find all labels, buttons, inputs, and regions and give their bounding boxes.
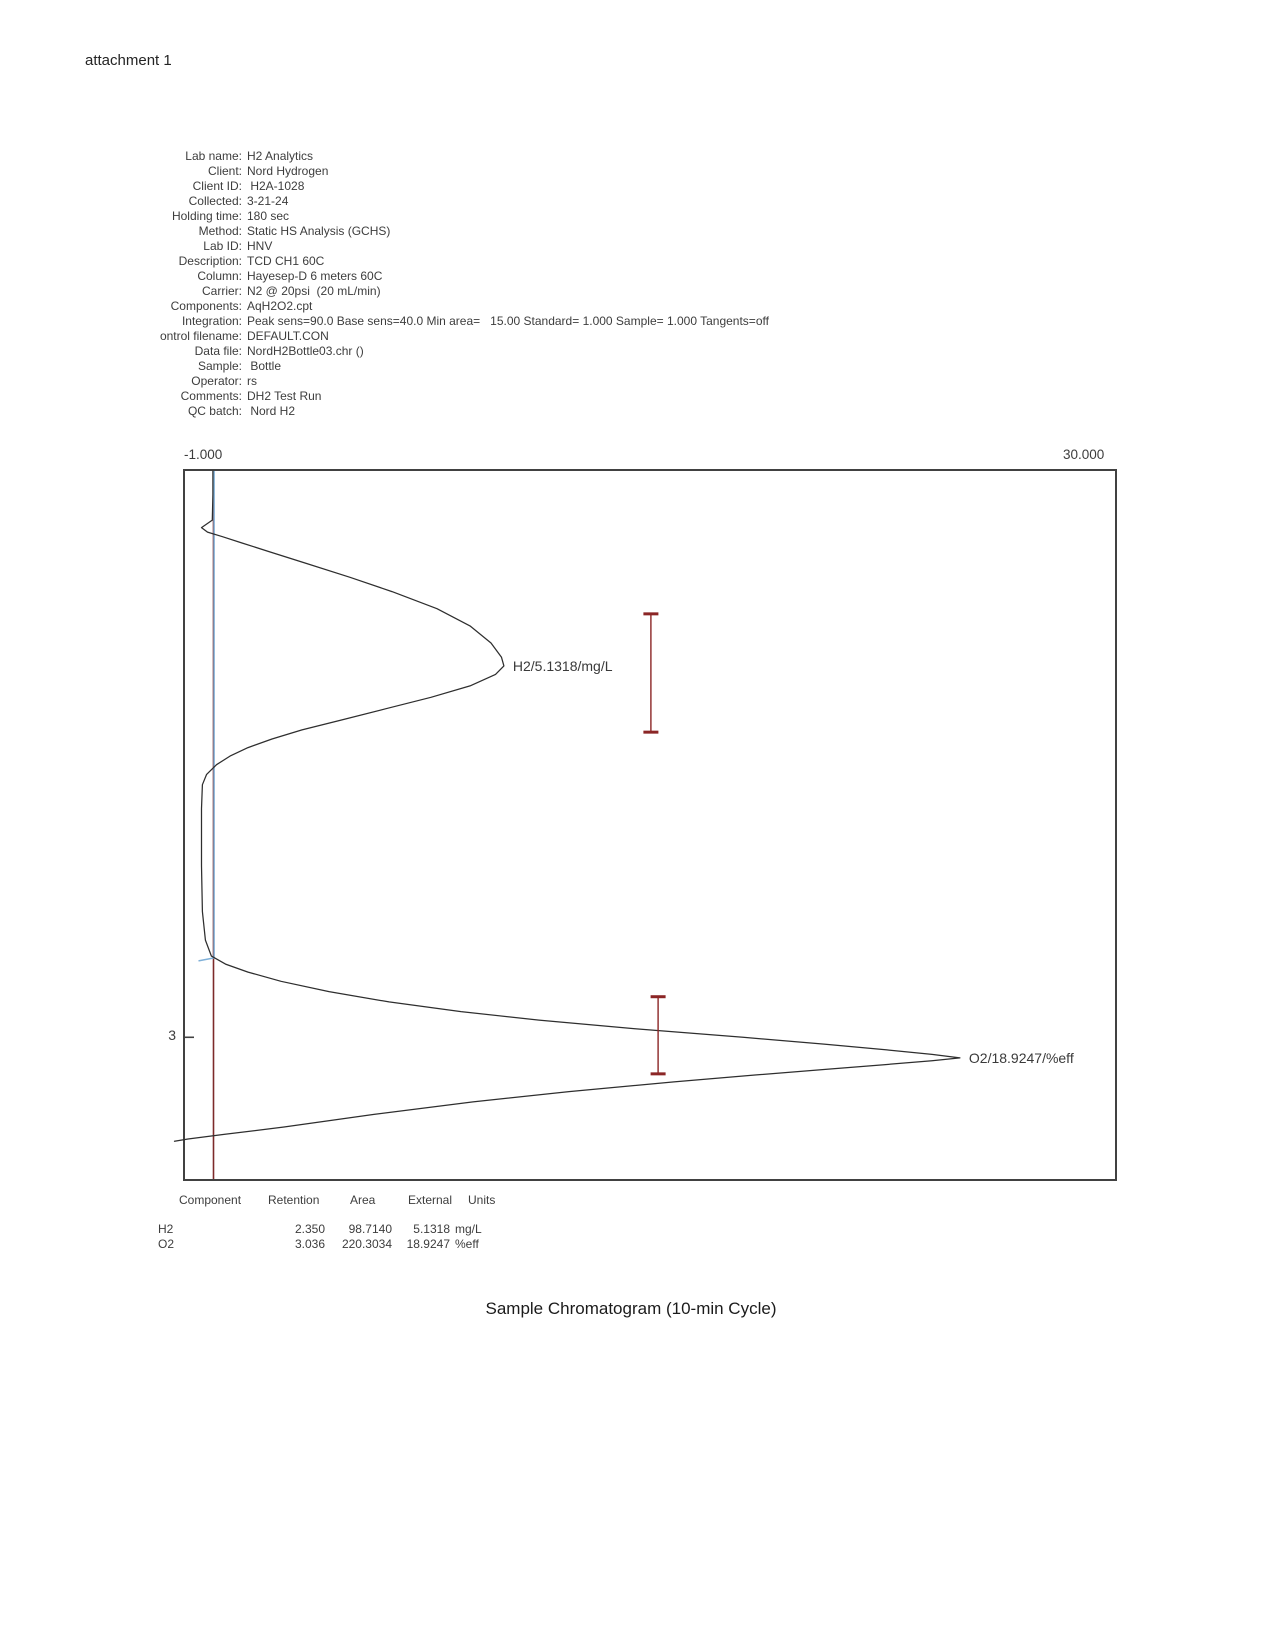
attachment-label: attachment 1 [85,52,172,69]
meta-value: 180 sec [247,209,290,223]
meta-label: Components: [170,299,242,313]
meta-value: HNV [247,239,273,253]
cell-component: H2 [158,1222,174,1236]
header-area: Area [350,1193,376,1207]
meta-value: DH2 Test Run [247,389,322,403]
meta-label: ontrol filename: [159,329,242,343]
meta-label: Holding time: [171,209,242,223]
header-component: Component [179,1193,242,1207]
plot-area [183,469,1117,1181]
meta-value: DEFAULT.CON [247,329,329,343]
cell-area: 220.3034 [341,1237,392,1251]
cursor-blue-line [199,471,215,961]
chromatogram-svg [185,471,1115,1179]
meta-label: Description: [178,254,242,268]
cell-component: O2 [158,1237,175,1251]
figure-caption: Sample Chromatogram (10-min Cycle) [485,1299,777,1318]
xaxis-max-label: 30.000 [1063,447,1105,462]
meta-value: Nord H2 [247,404,296,418]
meta-label: Lab name: [185,149,242,163]
meta-value: Hayesep-D 6 meters 60C [247,269,383,283]
meta-value: Bottle [247,359,282,373]
meta-value: Nord Hydrogen [247,164,329,178]
meta-value: Peak sens=90.0 Base sens=40.0 Min area= 15.00 Standard= 1.000 Sample= 1.000 Tangents=off [247,314,769,328]
meta-label: Client: [207,164,242,178]
meta-value: H2 Analytics [247,149,314,163]
meta-label: Carrier: [201,284,242,298]
header-units: Units [468,1193,496,1207]
time-tick-label: 3 [168,1027,176,1043]
meta-value: TCD CH1 60C [247,254,325,268]
meta-value: NordH2Bottle03.chr () [247,344,364,358]
table-row [0,1237,1275,1252]
meta-label: Operator: [191,374,242,388]
meta-label: Integration: [181,314,242,328]
header-retention: Retention [268,1193,320,1207]
meta-label: Column: [197,269,242,283]
results-table-rows [0,1222,1275,1252]
meta-value: Static HS Analysis (GCHS) [247,224,391,238]
cell-external: 5.1318 [413,1222,450,1236]
meta-label: Method: [198,224,242,238]
meta-value: rs [247,374,257,388]
cell-external: 18.9247 [406,1237,450,1251]
meta-label: Data file: [194,344,242,358]
meta-label: Collected: [188,194,242,208]
meta-label: Client ID: [192,179,242,193]
results-table-header [0,1193,1275,1208]
trace-line [175,471,960,1141]
meta-value: AqH2O2.cpt [247,299,313,313]
cell-retention: 2.350 [294,1222,325,1236]
cell-area: 98.7140 [348,1222,392,1236]
cell-units: %eff [455,1237,479,1251]
meta-label: Sample: [197,359,242,373]
peak-label-h2: H2/5.1318/mg/L [512,657,613,674]
meta-label: Comments: [180,389,242,403]
meta-value: H2A-1028 [247,179,305,193]
peak-label-o2: O2/18.9247/%eff [968,1049,1074,1066]
meta-label: QC batch: [187,404,242,418]
meta-value: N2 @ 20psi (20 mL/min) [247,284,381,298]
meta-value: 3-21-24 [247,194,289,208]
cell-retention: 3.036 [294,1237,325,1251]
header-external: External [408,1193,453,1207]
cell-units: mg/L [455,1222,482,1236]
table-row [0,1222,1275,1237]
meta-label: Lab ID: [203,239,242,253]
xaxis-min-label: -1.000 [184,447,223,462]
